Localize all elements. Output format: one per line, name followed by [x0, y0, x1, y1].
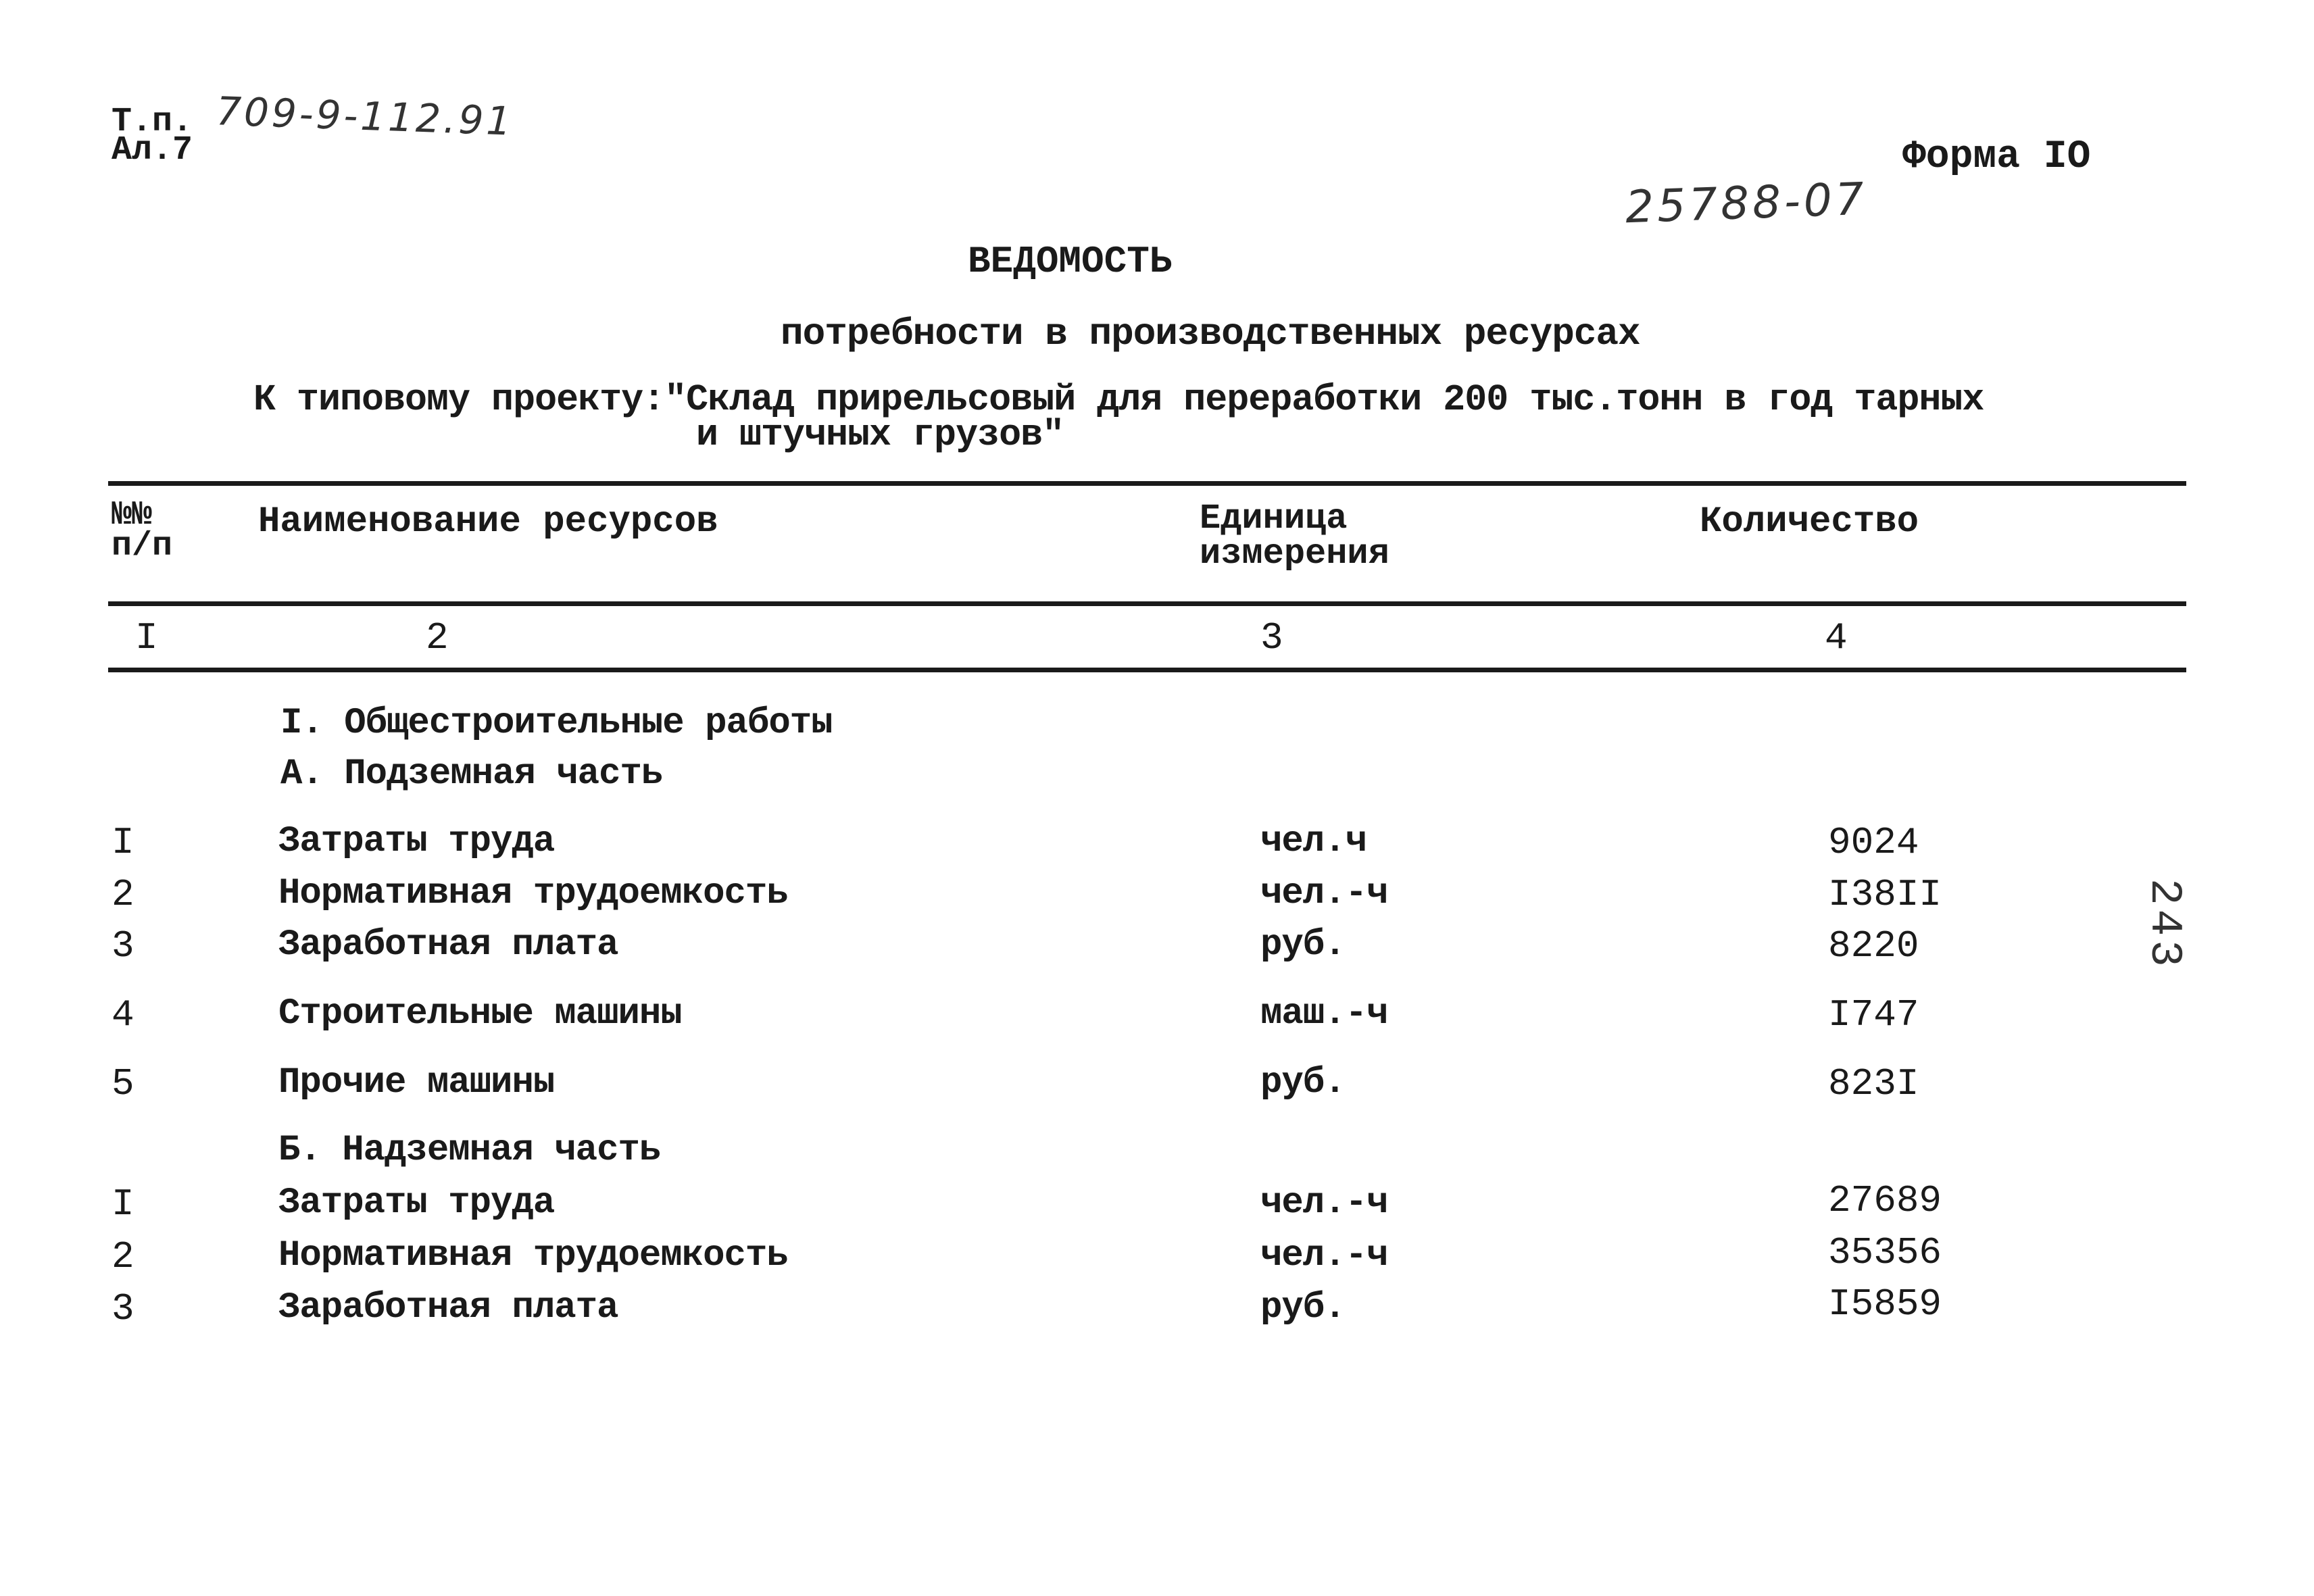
row-qty: I38II	[1828, 873, 1942, 916]
row-qty: 35356	[1828, 1231, 1942, 1274]
side-page-number: 243	[2139, 878, 2190, 971]
table-header-rule	[108, 601, 2186, 606]
row-qty: I747	[1828, 993, 1919, 1037]
row-name: Затраты труда	[278, 1182, 555, 1224]
row-name: Нормативная трудоемкость	[278, 1235, 788, 1276]
row-name: Затраты труда	[278, 821, 555, 862]
row-qty: 27689	[1828, 1179, 1942, 1222]
column-header-unit: Единица измерения	[1200, 499, 1389, 574]
column-header-name: Наименование ресурсов	[258, 501, 718, 543]
row-unit: руб.	[1260, 924, 1346, 966]
row-no: 5	[112, 1062, 134, 1105]
handwritten-number: 25788-07	[1624, 172, 1869, 234]
row-qty: I5859	[1828, 1282, 1942, 1326]
row-no: I	[112, 821, 134, 864]
row-no: 2	[112, 1235, 134, 1278]
row-name: Строительные машины	[278, 993, 682, 1034]
row-no: 2	[112, 873, 134, 916]
row-name: Прочие машины	[278, 1062, 555, 1103]
row-unit: чел.ч	[1260, 821, 1367, 862]
row-qty: 823I	[1828, 1062, 1919, 1105]
row-name: Нормативная трудоемкость	[278, 873, 788, 914]
row-unit: маш.-ч	[1260, 993, 1388, 1034]
column-header-qty: Количество	[1700, 501, 1919, 543]
column-number-3: 3	[1260, 616, 1283, 659]
table-top-rule	[108, 481, 2186, 486]
handwritten-project-code: 709-9-112.91	[215, 88, 515, 145]
row-unit: руб.	[1260, 1062, 1346, 1103]
row-unit: руб.	[1260, 1287, 1346, 1328]
doc-ref-line2: Ал.7	[112, 131, 193, 170]
row-no: 3	[112, 924, 134, 968]
row-unit: чел.-ч	[1260, 1182, 1388, 1224]
doc-subtitle: потребности в производственных ресурсах	[781, 312, 1640, 355]
row-no: 3	[112, 1287, 134, 1330]
row-no: 4	[112, 993, 134, 1037]
row-qty: 9024	[1828, 821, 1919, 864]
doc-title: ВЕДОМОСТЬ	[968, 240, 1173, 283]
row-unit: чел.-ч	[1260, 1235, 1388, 1276]
doc-ref-line1: Т.п.	[112, 103, 193, 141]
form-label: Форма IO	[1902, 135, 2091, 179]
subsection-heading-b: Б. Надземная часть	[278, 1130, 661, 1171]
column-number-4: 4	[1825, 616, 1848, 659]
row-name: Заработная плата	[278, 1287, 618, 1328]
table-numbering-rule	[108, 668, 2186, 672]
project-line-2: и штучных грузов"	[696, 414, 1064, 456]
column-number-1: I	[135, 616, 158, 659]
row-no: I	[112, 1182, 134, 1226]
row-qty: 8220	[1828, 924, 1919, 968]
column-header-no: №№ п/п	[112, 496, 173, 566]
row-unit: чел.-ч	[1260, 873, 1388, 914]
section-heading: I. Общестроительные работы	[280, 703, 833, 744]
column-number-2: 2	[426, 616, 449, 659]
project-line-1: К типовому проекту:"Склад прирельсовый для переработки 200 тыс.тонн в год тарных	[253, 378, 1984, 421]
subsection-heading-a: А. Подземная часть	[280, 753, 663, 795]
row-name: Заработная плата	[278, 924, 618, 966]
